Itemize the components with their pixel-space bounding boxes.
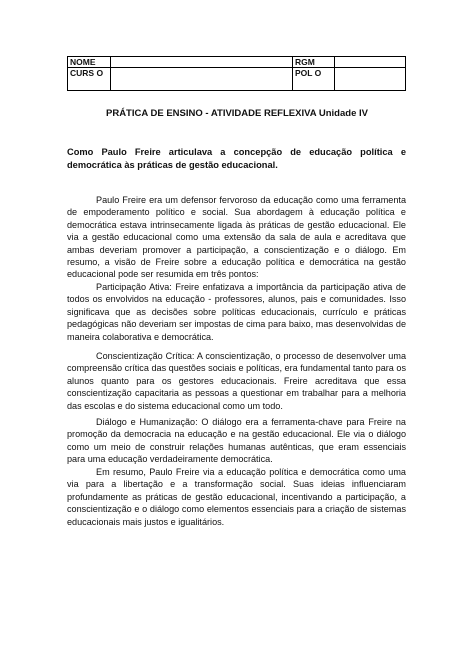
- polo-value: [335, 68, 406, 91]
- nome-value: [111, 57, 293, 68]
- nome-label: NOME: [68, 57, 111, 68]
- curso-label: CURS O: [68, 68, 111, 91]
- paragraph-conclusion: Em resumo, Paulo Freire via a educação política e democrática como uma via para a libertação e a transformação social. Suas ideias influenciaram profundamente as práticas de gestão educacional, incentivando a participação, a conscientização e o diálogo como elementos essenciais para a criação de sistemas educacionais mais justos e igualitários.: [67, 467, 406, 527]
- student-info-table: [67, 56, 406, 91]
- paragraph-conscientizacao: Conscientização Crítica: A conscientização, o processo de desenvolver uma compreensão crítica das questões sociais e políticas, era fundamental tanto para os alunos quanto para os gestores educacionais. Freire acreditava que essa conscientização capacitaria as pessoas a questionar em trabalhar para a melhoria das escolas e do sistema educacional como um todo.: [67, 351, 406, 411]
- paragraph-participacao: Participação Ativa: Freire enfatizava a importância da participação ativa de todos os envolvidos na educação - professores, alunos, pais e comunidades. Isso significava que as decisões sobre políticas educacionais, currículo e práticas pedagógicas não deveriam ser impostas de cima para baixo, mas desenvolvidas de maneira colaborativa e democrática.: [67, 282, 406, 342]
- rgm-label: RGM: [293, 57, 335, 68]
- document-title: PRÁTICA DE ENSINO - ATIVIDADE REFLEXIVA Unidade IV: [106, 108, 368, 119]
- paragraph-intro: Paulo Freire era um defensor fervoroso da educação como uma ferramenta de empoderamento político e social. Sua abordagem à educação política e democrática estava intrinsecamente ligada às práticas de gestão educacional. Ele via a gestão educacional como uma extensão da sala de aula e acreditava que ambas deveriam promover a participação, a conscientização e o diálogo. Em resumo, a visão de Freire sobre a educação política e democrática na gestão educacional pode ser resumida em três pontos:: [67, 195, 406, 280]
- table-row: [68, 57, 406, 68]
- table-row: [68, 68, 406, 91]
- paragraph-dialogo: Diálogo e Humanização: O diálogo era a ferramenta-chave para Freire na promoção da democracia na educação e na gestão educacional. Ele via o diálogo como um meio de construir relações humanas autênticas, que eram essenciais para uma educação verdadeiramente democrática.: [67, 417, 406, 465]
- question-heading: Como Paulo Freire articulava a concepção de educação política e democrática às práticas de gestão educacional.: [67, 147, 406, 170]
- polo-label: POL O: [293, 68, 335, 91]
- curso-value: [111, 68, 293, 91]
- rgm-value: [335, 57, 406, 68]
